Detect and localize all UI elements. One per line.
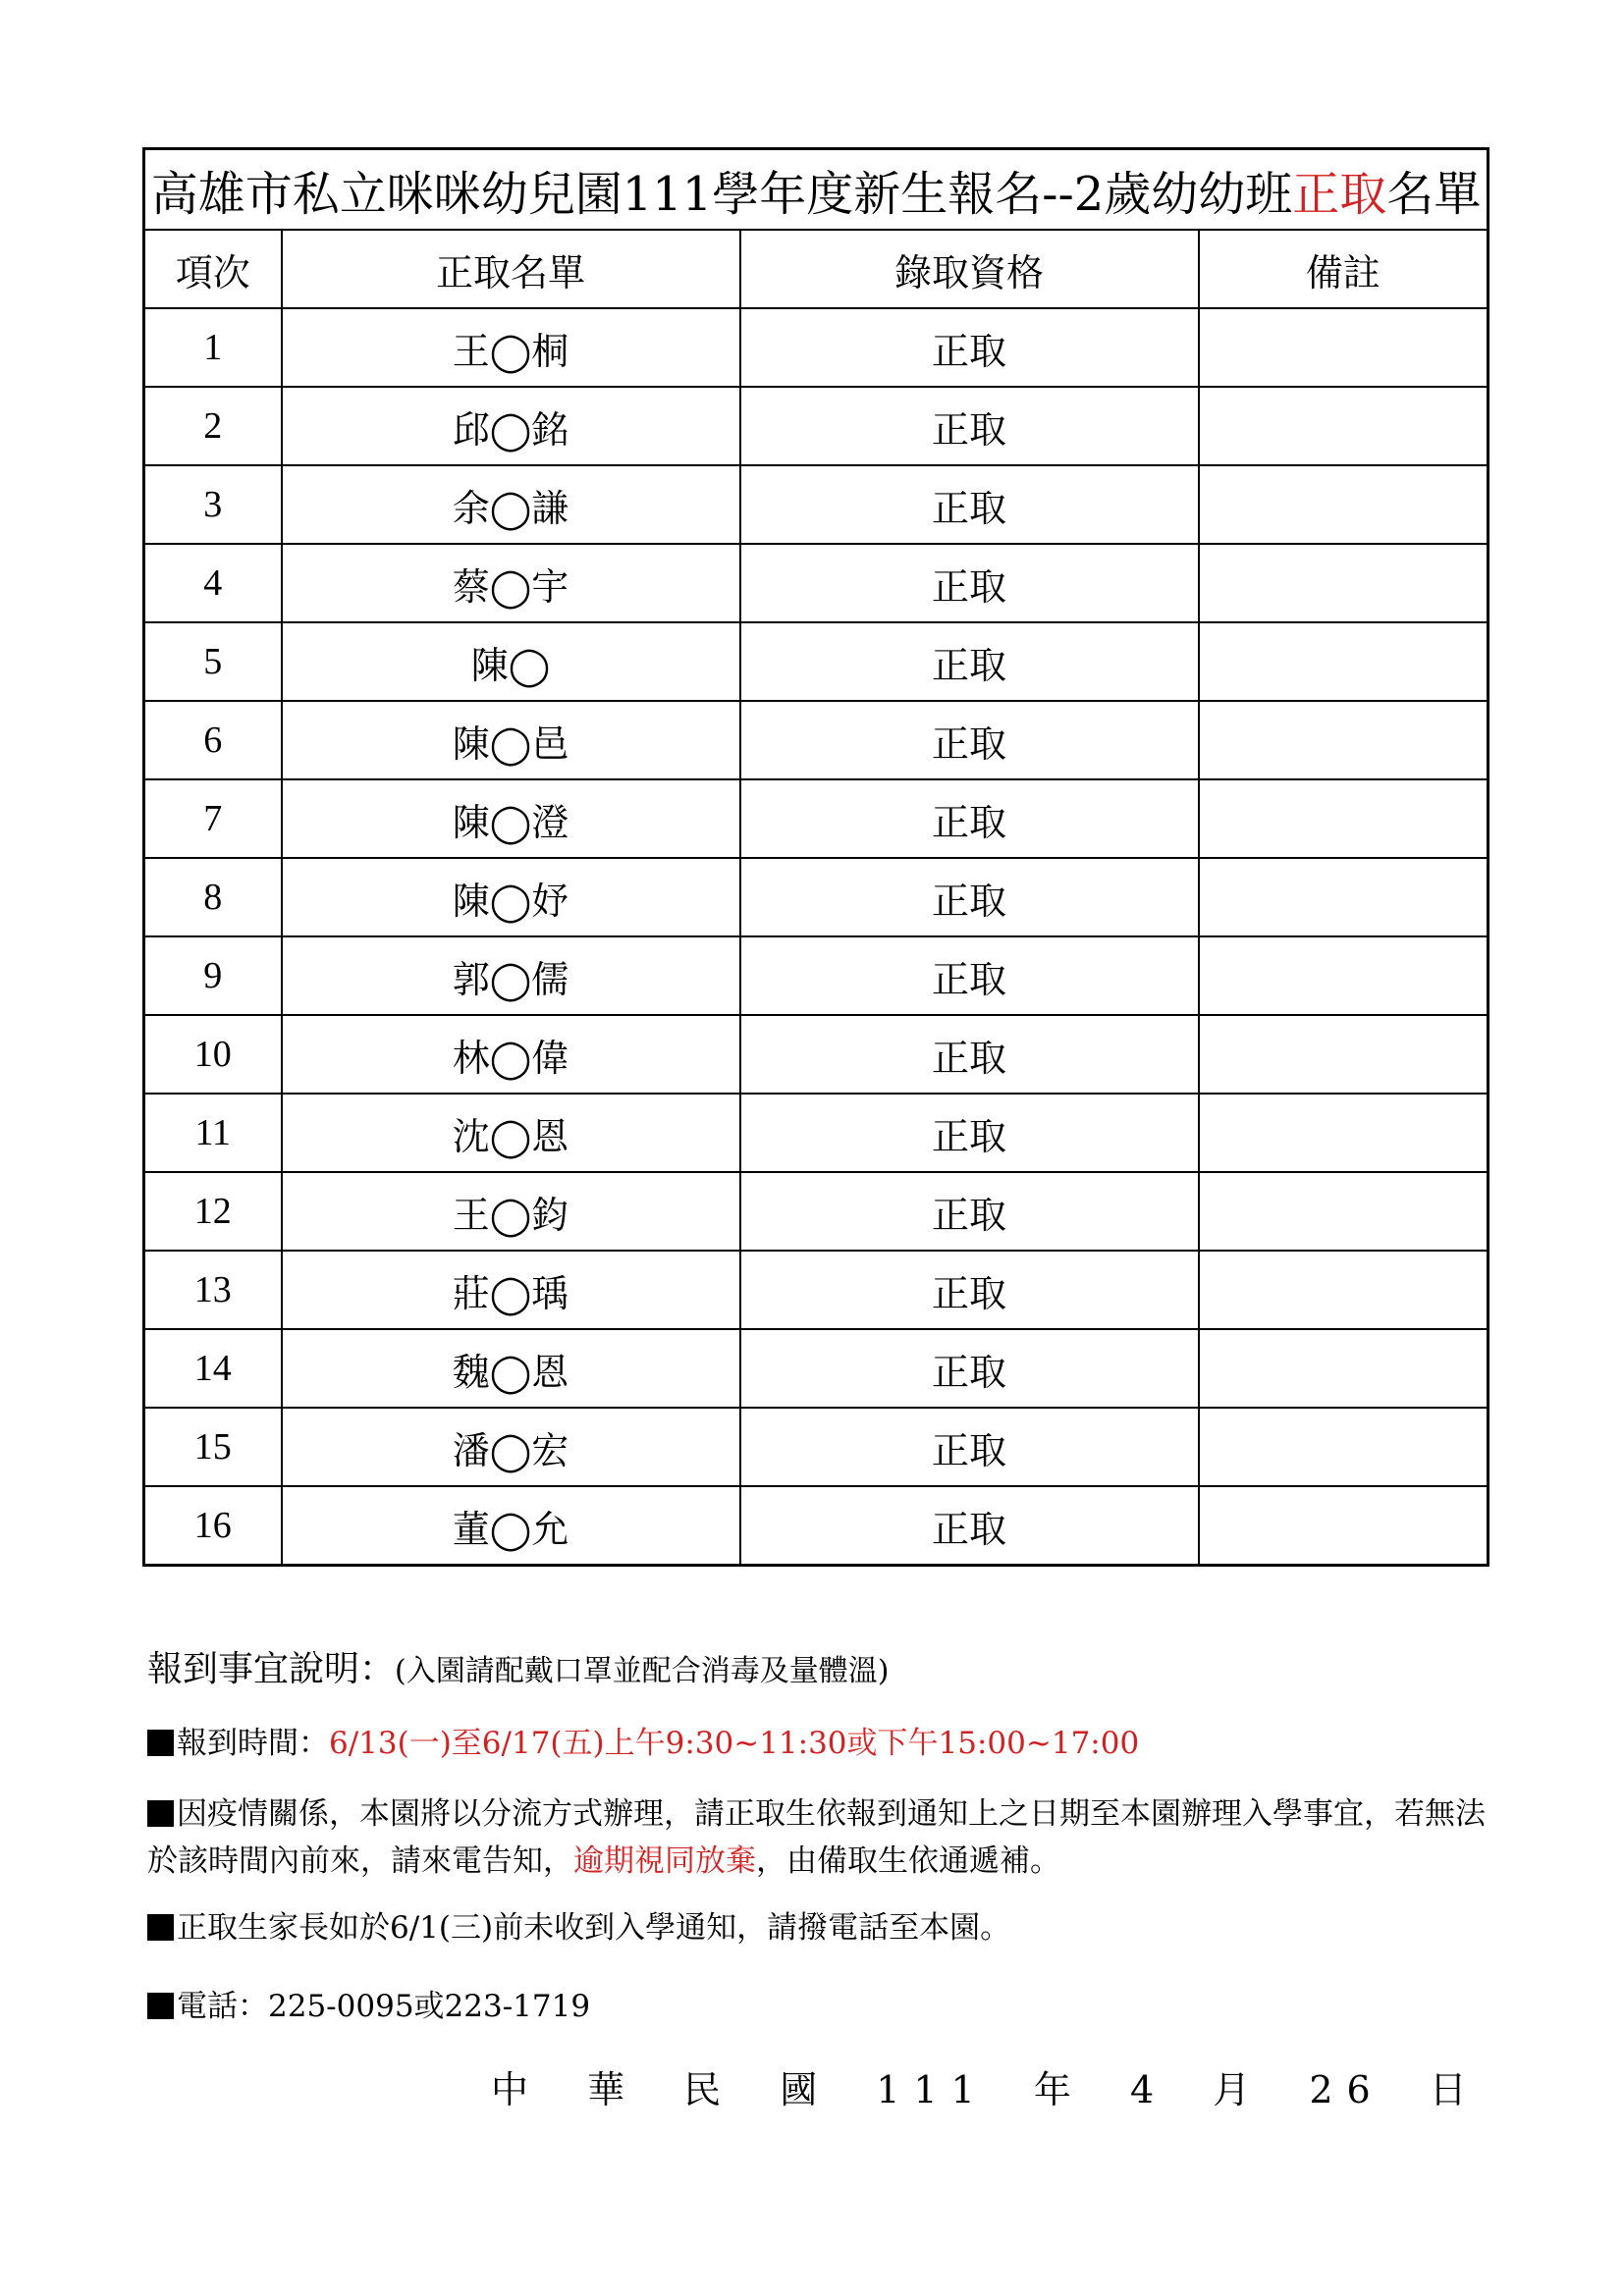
cell-name: 陳◯澄	[282, 779, 740, 858]
table-header-row	[144, 230, 1489, 308]
cell-name: 陳◯妤	[282, 858, 740, 936]
cell-no: 13	[144, 1251, 282, 1329]
cell-note	[1199, 387, 1489, 465]
table-row	[144, 1015, 1489, 1094]
report-time-label: 報到時間：	[177, 1726, 329, 1761]
cell-note	[1199, 1015, 1489, 1094]
cell-no: 15	[144, 1408, 282, 1486]
admission-table	[142, 147, 1489, 1567]
table-row	[144, 1172, 1489, 1251]
table-row	[144, 1486, 1489, 1566]
title-prefix: 高雄市私立咪咪幼兒園111學年度新生報名--2歲幼幼班	[150, 166, 1293, 222]
table-title	[144, 149, 1489, 231]
title-highlight: 正取	[1292, 166, 1387, 222]
cell-no: 16	[144, 1486, 282, 1566]
cell-note	[1199, 1094, 1489, 1172]
notes-heading-sub: (入園請配戴口罩並配合消毒及量體溫)	[395, 1654, 890, 1688]
cell-status: 正取	[740, 1172, 1199, 1251]
column-header-note: 備註	[1199, 230, 1489, 308]
cell-status: 正取	[740, 1408, 1199, 1486]
column-header-status: 錄取資格	[740, 230, 1199, 308]
table-row	[144, 465, 1489, 544]
cell-name: 沈◯恩	[282, 1094, 740, 1172]
covid-highlight: 逾期視同放棄	[573, 1843, 756, 1879]
cell-note	[1199, 1172, 1489, 1251]
table-row	[144, 1408, 1489, 1486]
cell-status: 正取	[740, 544, 1199, 622]
cell-status: 正取	[740, 1251, 1199, 1329]
table-row	[144, 387, 1489, 465]
cell-no: 8	[144, 858, 282, 936]
cell-status: 正取	[740, 465, 1199, 544]
cell-status: 正取	[740, 1486, 1199, 1566]
cell-note	[1199, 308, 1489, 387]
table-row	[144, 1251, 1489, 1329]
cell-note	[1199, 1486, 1489, 1566]
cell-status: 正取	[740, 936, 1199, 1015]
cell-name: 林◯偉	[282, 1015, 740, 1094]
cell-no: 12	[144, 1172, 282, 1251]
cell-name: 陳◯	[282, 622, 740, 701]
note-phone	[147, 1983, 1492, 2030]
cell-note	[1199, 1408, 1489, 1486]
covid-text-1: 因疫情關係，本園將以分流方式辦理，請正取生依報到通知上之日期至本園辦理入學事宜，若無法於該時間內前來，請來電告知，	[147, 1796, 1486, 1879]
cell-no: 7	[144, 779, 282, 858]
cell-no: 3	[144, 465, 282, 544]
cell-no: 4	[144, 544, 282, 622]
document-date: 中 華 民 國 111 年 4 月 26 日	[491, 2068, 1481, 2111]
cell-no: 5	[144, 622, 282, 701]
notice-text: 正取生家長如於6/1(三)前未收到入學通知，請撥電話至本園。	[177, 1910, 1011, 1946]
cell-note	[1199, 1329, 1489, 1408]
note-notice	[147, 1904, 1492, 1951]
table-row	[144, 779, 1489, 858]
phone-text: 電話：225-0095或223-1719	[177, 1989, 591, 2024]
report-time-value: 6/13(一)至6/17(五)上午9:30~11:30或下午15:00~17:00	[329, 1726, 1140, 1761]
cell-note	[1199, 701, 1489, 779]
covid-text-2: ，由備取生依通遞補。	[756, 1843, 1060, 1879]
square-bullet-icon	[147, 1730, 174, 1756]
cell-note	[1199, 858, 1489, 936]
cell-note	[1199, 779, 1489, 858]
table-row	[144, 701, 1489, 779]
cell-no: 9	[144, 936, 282, 1015]
cell-status: 正取	[740, 308, 1199, 387]
cell-no: 11	[144, 1094, 282, 1172]
cell-name: 魏◯恩	[282, 1329, 740, 1408]
cell-note	[1199, 936, 1489, 1015]
cell-name: 陳◯邑	[282, 701, 740, 779]
cell-note	[1199, 1251, 1489, 1329]
cell-no: 1	[144, 308, 282, 387]
table-row	[144, 1329, 1489, 1408]
cell-note	[1199, 544, 1489, 622]
square-bullet-icon	[147, 1993, 174, 2019]
cell-name: 潘◯宏	[282, 1408, 740, 1486]
cell-note	[1199, 465, 1489, 544]
table-row	[144, 308, 1489, 387]
cell-status: 正取	[740, 779, 1199, 858]
title-suffix: 名單	[1386, 166, 1482, 222]
cell-name: 王◯桐	[282, 308, 740, 387]
cell-no: 2	[144, 387, 282, 465]
cell-status: 正取	[740, 622, 1199, 701]
table-body	[144, 308, 1489, 1566]
cell-name: 余◯謙	[282, 465, 740, 544]
table-row	[144, 544, 1489, 622]
square-bullet-icon	[147, 1800, 174, 1827]
cell-name: 王◯鈞	[282, 1172, 740, 1251]
table-title-row	[144, 149, 1489, 231]
notes-heading-title: 報到事宜說明：	[147, 1649, 396, 1689]
cell-status: 正取	[740, 858, 1199, 936]
cell-status: 正取	[740, 1329, 1199, 1408]
table-row	[144, 622, 1489, 701]
cell-no: 10	[144, 1015, 282, 1094]
cell-name: 邱◯銘	[282, 387, 740, 465]
table-row	[144, 858, 1489, 936]
note-report-time	[147, 1720, 1492, 1767]
column-header-no: 項次	[144, 230, 282, 308]
cell-name: 郭◯儒	[282, 936, 740, 1015]
table-row	[144, 936, 1489, 1015]
cell-no: 14	[144, 1329, 282, 1408]
cell-status: 正取	[740, 1015, 1199, 1094]
cell-status: 正取	[740, 1094, 1199, 1172]
cell-name: 董◯允	[282, 1486, 740, 1566]
cell-no: 6	[144, 701, 282, 779]
column-header-name: 正取名單	[282, 230, 740, 308]
square-bullet-icon	[147, 1914, 174, 1941]
cell-note	[1199, 622, 1489, 701]
cell-name: 蔡◯宇	[282, 544, 740, 622]
cell-status: 正取	[740, 701, 1199, 779]
cell-status: 正取	[740, 387, 1199, 465]
cell-name: 莊◯瑀	[282, 1251, 740, 1329]
note-covid	[147, 1790, 1492, 1885]
table-row	[144, 1094, 1489, 1172]
notes-heading	[147, 1641, 1492, 1691]
